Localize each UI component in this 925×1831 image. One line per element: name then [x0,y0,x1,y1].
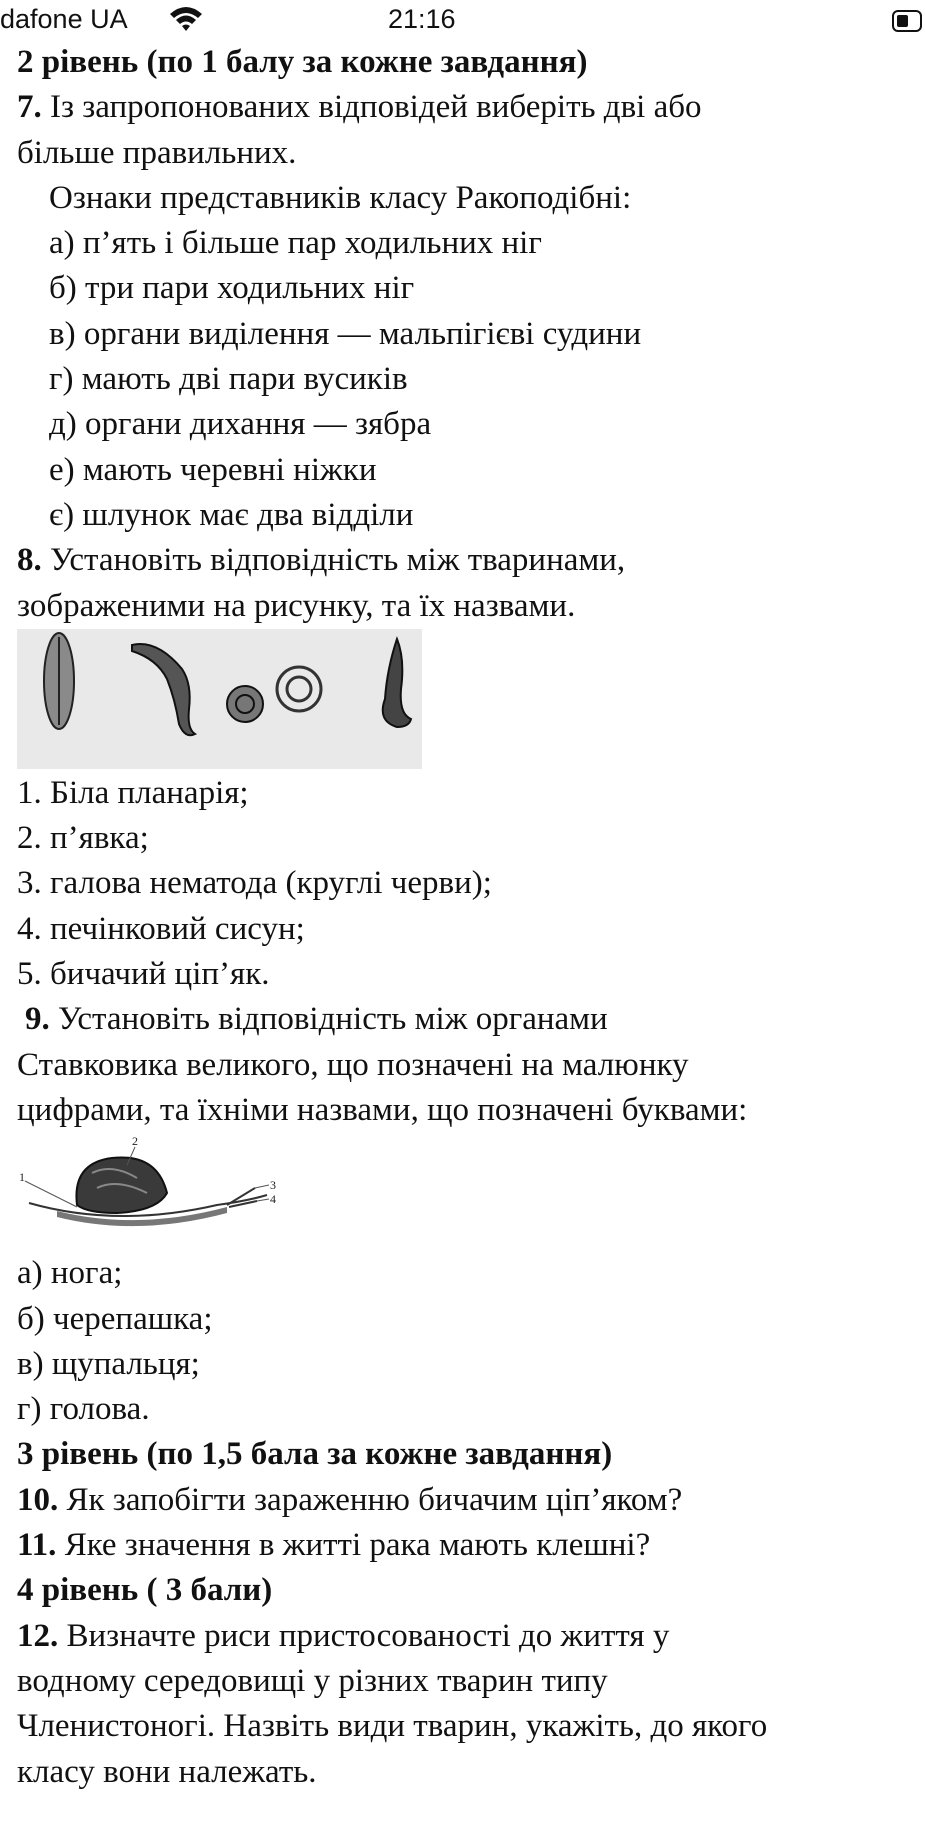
q8-item: 1. Біла планарія; [17,774,249,811]
snail-illustration [17,1133,297,1243]
q7-option: а) п’ять і більше пар ходильних ніг [49,225,542,262]
q7-line1: 7. Із запропонованих відповідей виберіть дві або [17,89,702,126]
q7-option: д) органи дихання — зябра [49,406,432,443]
snail-label-2: 2 [132,1134,138,1149]
q9-option: в) щупальця; [17,1345,200,1382]
q8-line1: 8. Установіть відповідність між тваринами, [17,542,626,579]
worms-figure [17,629,422,769]
q8-item: 5. бичачий ціп’як. [17,956,270,993]
q8-item: 3. галова нематода (круглі черви); [17,865,492,902]
q7-line2: більше правильних. [17,134,297,171]
worms-illustration [17,629,422,769]
q9-line2: Ставковика великого, що позначені на малюнку [17,1046,689,1083]
q10-line: 10. Як запобігти зараженню бичачим ціп’яком? [17,1481,683,1518]
q9-option: а) нога; [17,1255,123,1292]
level3-heading: 3 рівень (по 1,5 бала за кожне завдання) [17,1436,613,1473]
q7-option: є) шлунок має два відділи [49,496,414,533]
level4-heading: 4 рівень ( 3 бали) [17,1572,273,1609]
q9-option: г) голова. [17,1391,150,1428]
q7-option: е) мають черевні ніжки [49,451,377,488]
clock: 21:16 [388,4,456,34]
q9-line3: цифрами, та їхніми назвами, що позначені буквами: [17,1091,748,1128]
snail-label-1: 1 [19,1170,25,1185]
q9-option: б) черепашка; [17,1300,213,1337]
snail-label-3: 3 [270,1178,276,1193]
q7-option: в) органи виділення — мальпігієві судини [49,315,642,352]
q8-item: 4. печінковий сисун; [17,910,305,947]
level2-heading: 2 рівень (по 1 балу за кожне завдання) [17,44,588,80]
q8-item: 2. п’явка; [17,820,149,857]
wifi-icon [168,4,204,32]
q7-subtitle: Ознаки представників класу Ракоподібні: [49,179,632,216]
q8-line2: зображеними на рисунку, та їх назвами. [17,587,576,624]
snail-label-4: 4 [270,1192,276,1207]
q12-line3: Членистоногі. Назвіть види тварин, укажіть, до якого [17,1708,768,1745]
q7-option: г) мають дві пари вусиків [49,361,408,398]
document-page [17,40,917,1795]
q7-option: б) три пари ходильних ніг [49,270,415,307]
q12-line1: 12. Визначте риси пристосованості до життя у [17,1617,670,1654]
snail-figure [17,1133,297,1243]
q11-line: 11. Яке значення в житті рака мають клешні? [17,1527,651,1564]
q12-line2: водному середовищі у різних тварин типу [17,1662,608,1699]
carrier-name: dafone UA [0,4,128,34]
battery-icon [892,10,922,32]
q12-line4: класу вони належать. [17,1753,317,1790]
q9-line1: 9. Установіть відповідність між органами [25,1001,608,1038]
status-bar [0,0,925,40]
